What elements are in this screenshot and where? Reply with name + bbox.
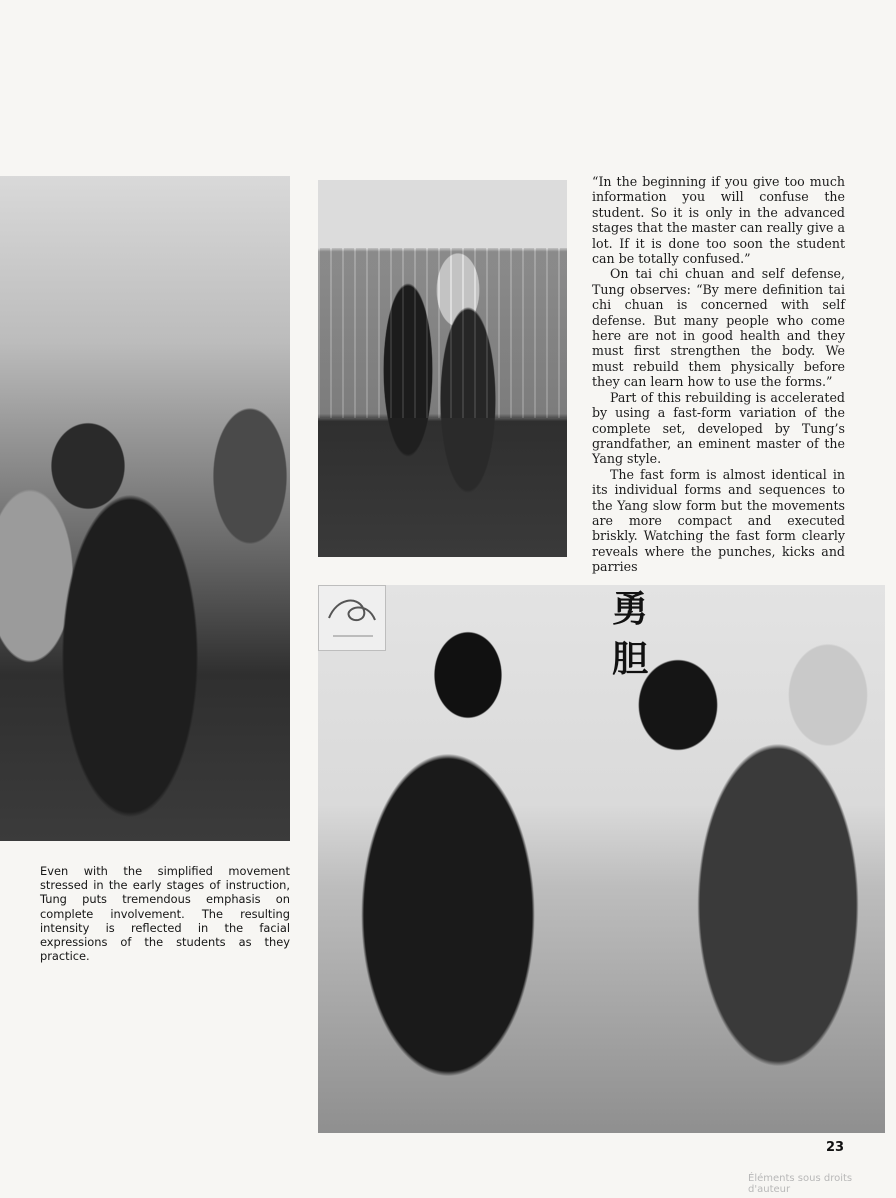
photo-master-demonstrating: [318, 585, 885, 1133]
wood-panel-wall: [318, 248, 567, 418]
body-paragraph: “In the beginning if you give too much information you will confuse the student. So it is only in the advanced stages that the master can really give a lot. If it is done too soon the student can be totally confused.”: [592, 174, 845, 267]
article-body: [592, 174, 845, 575]
body-paragraph: The fast form is almost identical in its individual forms and sequences to the Yang slow form but the movements are more compact and executed briskly. Watching the fast form clearly reveals where the punches, kicks and parries: [592, 466, 845, 575]
calligraphy-char-2: 胆: [611, 639, 648, 680]
body-paragraph: Part of this rebuilding is accelerated by using a fast-form variation of the complete set, developed by Tung’s grandfather, an eminent master of the Yang style.: [592, 389, 845, 467]
page-number: 23: [826, 1140, 845, 1155]
copyright-watermark: Éléments sous droits d'auteur: [748, 1173, 853, 1195]
photo-caption: Even with the simplified movement stressed in the early stages of instruction, Tung puts tremendous emphasis on complete involvement. The resulting intensity is reflected in the facial expressions of the students as they practice.: [40, 864, 290, 964]
poster-drawing: [323, 590, 381, 646]
calligraphy-char-1: 勇: [611, 589, 648, 630]
wall-poster: [318, 585, 386, 651]
body-paragraph: On tai chi chuan and self defense, Tung observes: “By mere definition tai chi chuan is concerned with self defense. But many people who come here are not in good health and they must first strengthen the body. We must rebuild them physically before they can learn how to use the forms.”: [592, 266, 845, 390]
photo-students-practicing: [0, 176, 290, 841]
wall-calligraphy: [600, 585, 660, 685]
photo-two-students-posture: [318, 180, 567, 557]
